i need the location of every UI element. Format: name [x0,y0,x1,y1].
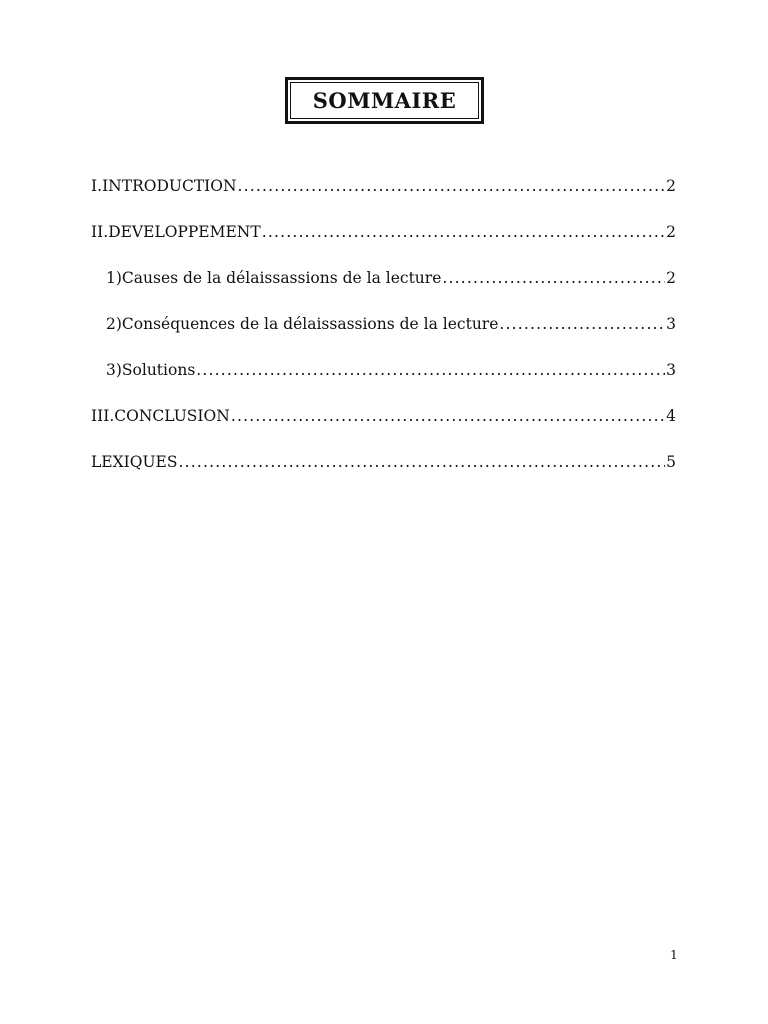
toc-dot-leader [238,176,666,196]
toc-entry-consequences[interactable] [106,314,676,334]
toc-entry-causes[interactable] [106,268,676,288]
toc-entry-label: DEVELOPPEMENT [108,223,261,241]
toc-entry-label: Conséquences de la délaissassions de la lecture [121,315,499,333]
toc-dot-leader [231,406,665,426]
toc-entry-label: LEXIQUES [91,453,178,471]
toc-entry-number: 3) [106,361,122,379]
toc-entry-conclusion[interactable] [91,406,676,426]
toc-entry-page: 5 [666,453,676,471]
toc-dot-leader [178,452,665,472]
toc-entry-label: Causes de la délaissassions de la lecture [121,269,442,287]
toc-dot-leader [499,314,665,334]
page-title: SOMMAIRE [312,88,457,113]
toc-entry-number: 1) [106,269,122,287]
toc-entry-page: 3 [666,315,676,333]
toc-entry-number: III. [91,407,115,425]
toc-entry-solutions[interactable] [106,360,676,380]
toc-entry-lexiques[interactable] [91,452,676,472]
toc-dot-leader [262,222,665,242]
toc-entry-page: 2 [666,177,676,195]
toc-entry-page: 4 [666,407,676,425]
toc-entry-number: II. [91,223,109,241]
toc-entry-label: INTRODUCTION [102,177,237,195]
toc-entry-page: 2 [666,269,676,287]
toc-dot-leader [196,360,665,380]
toc-entry-developpement[interactable] [91,222,676,242]
toc-entry-number: I. [91,177,103,195]
toc-entry-number: 2) [106,315,122,333]
toc-dot-leader [442,268,665,288]
summary-title-box [285,77,484,124]
toc-entry-page: 2 [666,223,676,241]
toc-entry-label: Solutions [121,361,196,379]
page-number: 1 [670,948,678,962]
toc-entry-page: 3 [666,361,676,379]
toc-entry-label: CONCLUSION [114,407,230,425]
toc-entry-introduction[interactable] [91,176,676,196]
